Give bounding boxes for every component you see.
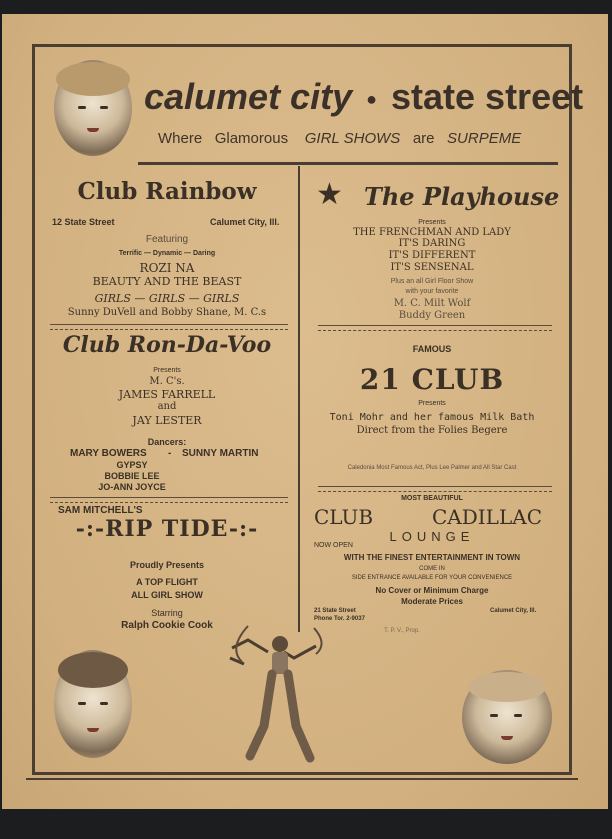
ron-da-voo-dancer-3: GYPSY: [116, 460, 148, 470]
cadillac-name-right: CADILLAC: [432, 505, 542, 529]
cadillac-address: 21 State Street: [314, 608, 356, 614]
left-divider-1: [50, 324, 288, 330]
left-divider-2: [50, 497, 288, 503]
frame-left-rule: [32, 44, 35, 775]
club-rainbow-descriptor: Terrific — Dynamic — Daring: [118, 250, 216, 257]
club-rainbow-act-1: ROZI NA: [139, 261, 195, 275]
cadillac-no-cover: No Cover or Minimum Charge: [375, 586, 489, 595]
program-page: [2, 14, 608, 809]
playhouse-mc: M. C. Milt Wolf: [393, 298, 471, 309]
rip-tide-owner: SAM MITCHELL'S: [58, 505, 143, 516]
playhouse-name: The Playhouse: [364, 182, 560, 211]
header-title: [144, 76, 584, 120]
playhouse-line-4: IT'S SENSENAL: [390, 262, 474, 273]
rip-tide-starring: Starring: [151, 608, 183, 618]
center-column-rule: [298, 166, 300, 632]
twenty-one-famous: FAMOUS: [412, 344, 452, 354]
header-title-right: state street: [391, 76, 584, 117]
frame-bottom-rule: [32, 772, 572, 775]
playhouse-with: with your favorite: [405, 288, 459, 295]
twenty-one-act: Toni Mohr and her famous Milk Bath: [329, 412, 535, 423]
cadillac-city: Calumet City, Ill.: [490, 608, 537, 614]
club-rainbow-city: Calumet City, Ill.: [210, 217, 280, 227]
cadillac-come-in: COME IN: [419, 566, 445, 572]
frame-top-rule: [32, 44, 572, 47]
cadillac-prop: T. P. V., Prop.: [384, 628, 420, 634]
cadillac-side-entrance: SIDE ENTRANCE AVAILABLE FOR YOUR CONVENIENCE: [351, 575, 513, 581]
ron-da-voo-and: and: [157, 401, 177, 412]
right-divider-2: [318, 486, 552, 492]
ron-da-voo-name: Club Ron-Da-Voo: [62, 332, 272, 358]
ron-da-voo-presents: Presents: [153, 367, 181, 374]
cadillac-most-beautiful: MOST BEAUTIFUL: [401, 495, 463, 502]
twenty-one-footer: Caledonia Most Famous Act, Plus Lee Palmer and All Star Cast: [347, 465, 517, 471]
playhouse-line-3: IT'S DIFFERENT: [388, 250, 476, 261]
club-rainbow-mcs: Sunny DuVell and Bobby Shane, M. C.s: [67, 307, 267, 318]
playhouse-presents: Presents: [418, 219, 446, 226]
club-rainbow-address: 12 State Street: [52, 217, 115, 227]
rip-tide-name: -:-RIP TIDE-:-: [75, 516, 259, 542]
cadillac-moderate: Moderate Prices: [401, 597, 463, 606]
tagline-part-2: Glamorous: [214, 130, 289, 147]
ron-da-voo-mc-2: JAY LESTER: [132, 414, 202, 427]
club-rainbow-name: Club Rainbow: [77, 178, 257, 205]
rip-tide-star: Ralph Cookie Cook: [121, 620, 213, 631]
ron-da-voo-dancer-2: SUNNY MARTIN: [182, 448, 259, 459]
playhouse-guest: Buddy Green: [398, 310, 466, 321]
cadillac-finest: WITH THE FINEST ENTERTAINMENT IN TOWN: [343, 553, 521, 562]
cadillac-lounge: LOUNGE: [389, 529, 475, 544]
dancer-figure: [224, 618, 336, 764]
header-tagline: [158, 130, 558, 147]
ron-da-voo-dash: -: [168, 448, 172, 459]
cadillac-phone: Phone Tor. 2-9037: [314, 616, 365, 622]
tagline-part-5: SURPEME: [447, 130, 522, 147]
frame-bottom-outer-rule: [26, 778, 578, 780]
header-divider: [138, 162, 558, 165]
twenty-one-from: Direct from the Folies Begere: [356, 425, 508, 436]
twenty-one-presents: Presents: [418, 400, 446, 407]
tagline-part-1: Where: [158, 130, 203, 147]
frame-right-rule: [569, 44, 572, 775]
tagline-part-3: GIRL SHOWS: [304, 130, 401, 147]
right-divider-1: [318, 325, 552, 331]
club-rainbow-girls: GIRLS — GIRLS — GIRLS: [94, 292, 240, 305]
club-rainbow-featuring: Featuring: [145, 234, 189, 245]
cadillac-name-left: CLUB: [314, 505, 374, 529]
ron-da-voo-dancer-5: JO-ANN JOYCE: [98, 482, 166, 492]
ron-da-voo-mcs-label: M. C's.: [149, 376, 185, 387]
cadillac-now-open: NOW OPEN: [314, 542, 353, 549]
rip-tide-line-1: A TOP FLIGHT: [136, 577, 198, 587]
bottom-left-portrait-photo: [54, 650, 132, 758]
bottom-right-portrait-photo: [462, 670, 552, 764]
ron-da-voo-dancer-1: MARY BOWERS: [70, 448, 147, 459]
ron-da-voo-dancers-label: Dancers:: [147, 437, 187, 447]
playhouse-floor-show: Plus an all Girl Floor Show: [390, 278, 474, 285]
tagline-part-4: are: [412, 130, 435, 147]
club-rainbow-act-2: BEAUTY AND THE BEAST: [92, 275, 242, 288]
playhouse-line-1: THE FRENCHMAN AND LADY: [353, 227, 511, 238]
header-portrait-photo: [54, 60, 132, 156]
ron-da-voo-mc-1: JAMES FARRELL: [118, 388, 216, 401]
header-bullet: ●: [366, 88, 377, 109]
ron-da-voo-dancer-4: BOBBIE LEE: [104, 471, 160, 481]
star-icon: ★: [316, 178, 343, 211]
playhouse-line-2: IT'S DARING: [398, 238, 466, 249]
rip-tide-proudly: Proudly Presents: [129, 560, 205, 570]
rip-tide-line-2: ALL GIRL SHOW: [131, 590, 203, 600]
twenty-one-name: 21 CLUB: [359, 363, 505, 396]
header-title-left: calumet city: [144, 76, 353, 117]
